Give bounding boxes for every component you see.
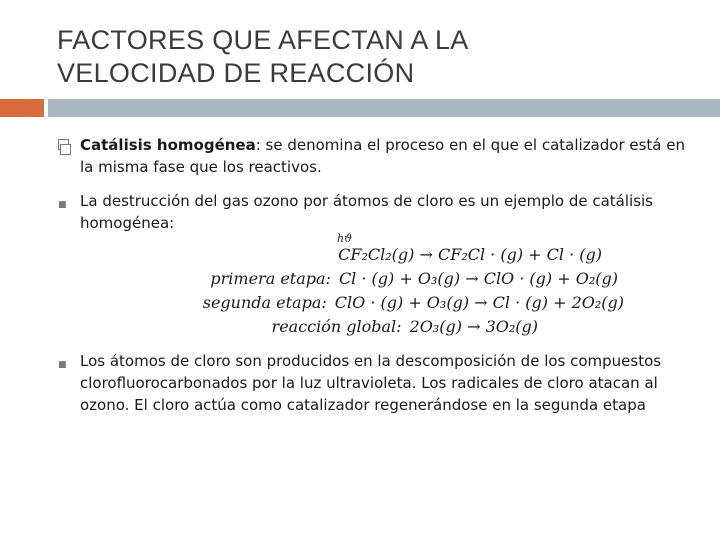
term-catalisis-homogenea: Catálisis homogénea [80,136,256,154]
equation-2: Cl · (g) + O₃(g) → ClO · (g) + O₂(g) [338,269,618,288]
photon-label: hϑ [337,232,352,245]
definition-text: : se denomina el proceso en el que el catalizador está en la misma fase que los reactivos. [80,136,686,176]
title-rule [48,99,720,117]
bullet-item-cloro [58,350,698,416]
equation-photolysis [338,244,602,266]
reaction-equations [80,232,698,336]
equation-2-label: primera etapa: [210,269,331,288]
bullet-item-catalisis [58,134,698,178]
equation-3-label: segunda etapa: [202,293,327,312]
accent-bar [0,99,44,117]
equation-global [272,316,538,338]
equation-4-label: reacción global: [271,317,402,336]
slide-title-line1: FACTORES QUE AFECTAN A LA [57,25,469,55]
ozone-example-text: La destrucción del gas ozono por átomos de cloro es un ejemplo de catálisis homogénea: [80,192,653,232]
slide-title [57,24,697,90]
slide-content [58,134,698,416]
chlorine-text: Los átomos de cloro son producidos en la descomposición de los compuestos clorofluorocarbonados por la luz ultravioleta. Los radicales de cloro atacan al ozono. El cloro actúa como catalizador regenerándose en la segunda etapa [80,352,662,414]
equation-1: CF₂Cl₂(g) → CF₂Cl · (g) + Cl · (g) [338,245,602,264]
slide-title-line2: VELOCIDAD DE REACCIÓN [57,58,415,88]
equation-first-step [210,268,618,290]
equation-second-step [203,292,624,314]
equation-4: 2O₃(g) → 3O₂(g) [409,317,538,336]
double-square-bullet-icon [58,139,68,151]
square-bullet-icon: ■ [58,200,67,210]
square-bullet-icon: ■ [58,360,67,370]
equation-3: ClO · (g) + O₃(g) → Cl · (g) + 2O₂(g) [334,293,624,312]
bullet-item-ozono [58,190,698,334]
